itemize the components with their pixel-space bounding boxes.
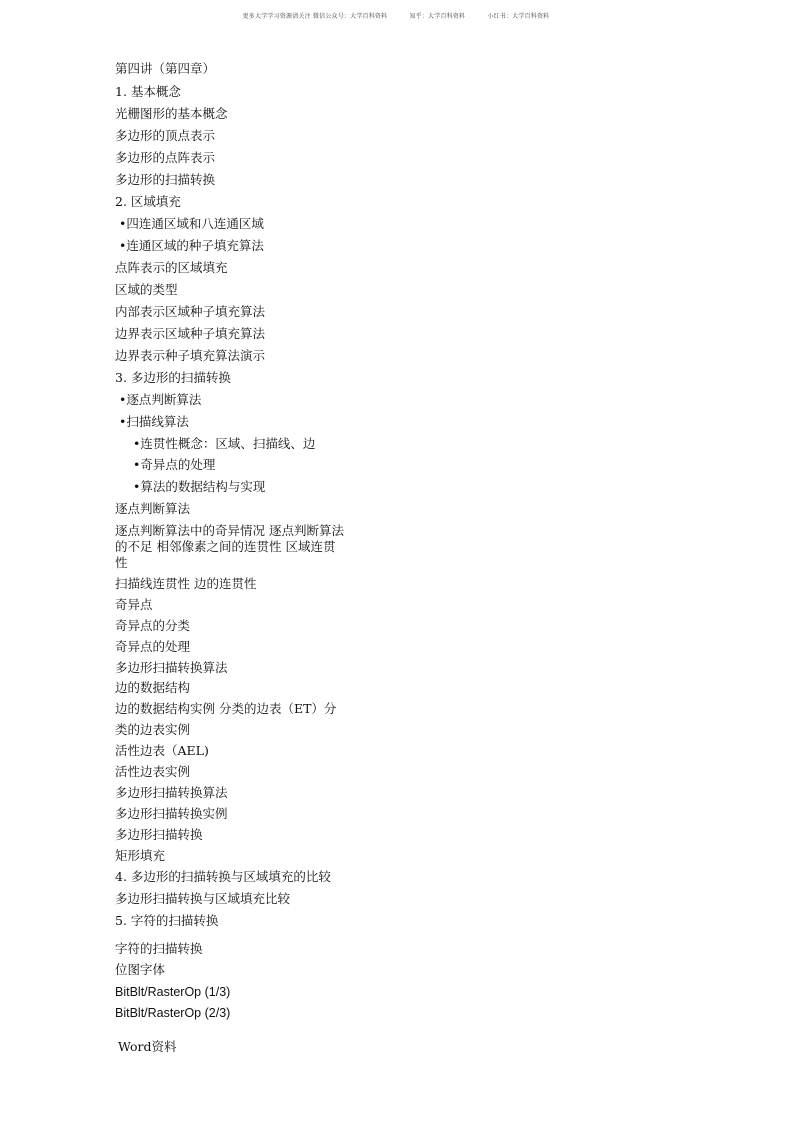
bullet-item: •逐点判断算法 (119, 392, 202, 407)
section-heading: 1. 基本概念 (115, 84, 181, 99)
outline-item: 矩形填充 (115, 848, 166, 863)
sub-bullet-item: •奇异点的处理 (133, 457, 216, 472)
header-wechat: 更多大学学习资源请关注 微信公众号：大学百科资料 (242, 13, 388, 20)
outline-item: 类的边表实例 (115, 722, 191, 737)
outline-item: 边界表示区域种子填充算法 (115, 326, 266, 341)
page-header (0, 11, 792, 20)
outline-item: 奇异点的分类 (115, 618, 191, 633)
section-heading: 4. 多边形的扫描转换与区域填充的比较 (115, 869, 331, 884)
outline-item: 区域的类型 (115, 282, 178, 297)
outline-item: 字符的扫描转换 (115, 941, 203, 956)
outline-item: 活性边表（AEL) (115, 743, 209, 758)
sub-bullet-item: •连贯性概念：区域、扫描线、边 (133, 436, 316, 451)
outline-item: 多边形的顶点表示 (115, 128, 216, 143)
outline-item: 逐点判断算法 (115, 501, 191, 516)
outline-item: BitBlt/RasterOp (1/3) (115, 985, 231, 999)
section-heading: 2. 区域填充 (115, 194, 181, 209)
outline-item: 扫描线连贯性 边的连贯性 (115, 576, 257, 591)
outline-item: 多边形扫描转换实例 (115, 806, 228, 821)
header-zhihu: 知乎：大学百科资料 (409, 13, 466, 20)
outline-item: 点阵表示的区域填充 (115, 260, 228, 275)
outline-paragraph: 逐点判断算法中的奇异情况 逐点判断算法的不足 相邻像素之间的连贯性 区域连贯性 (115, 523, 344, 570)
outline-item: 多边形扫描转换算法 (115, 660, 228, 675)
header-xiaohongshu: 小红书：大学百科资料 (487, 13, 550, 20)
outline-item: 奇异点的处理 (115, 639, 191, 654)
outline-item: 边界表示种子填充算法演示 (115, 348, 266, 363)
section-heading: 3. 多边形的扫描转换 (115, 370, 231, 385)
sub-bullet-item: •算法的数据结构与实现 (133, 479, 266, 494)
outline-item: 活性边表实例 (115, 764, 191, 779)
outline-item: 光栅图形的基本概念 (115, 106, 228, 121)
bullet-item: •扫描线算法 (119, 414, 189, 429)
outline-item: 位图字体 (115, 962, 166, 977)
outline-item: 多边形扫描转换 (115, 827, 203, 842)
outline-item: 边的数据结构 (115, 680, 191, 695)
outline-item: 边的数据结构实例 分类的边表（ET）分 (115, 701, 337, 716)
outline-item: 奇异点 (115, 597, 153, 612)
outline-item: 多边形的点阵表示 (115, 150, 216, 165)
outline-item: 内部表示区域种子填充算法 (115, 304, 266, 319)
outline-item: 多边形的扫描转换 (115, 172, 216, 187)
bullet-item: •四连通区域和八连通区域 (119, 216, 264, 231)
outline-item: 多边形扫描转换与区域填充比较 (115, 891, 291, 906)
lecture-title: 第四讲（第四章） (115, 61, 216, 76)
footer-label: Word资料 (118, 1039, 177, 1054)
outline-item: BitBlt/RasterOp (2/3) (115, 1006, 231, 1020)
bullet-item: •连通区域的种子填充算法 (119, 238, 264, 253)
outline-item: 多边形扫描转换算法 (115, 785, 228, 800)
section-heading: 5. 字符的扫描转换 (115, 913, 219, 928)
